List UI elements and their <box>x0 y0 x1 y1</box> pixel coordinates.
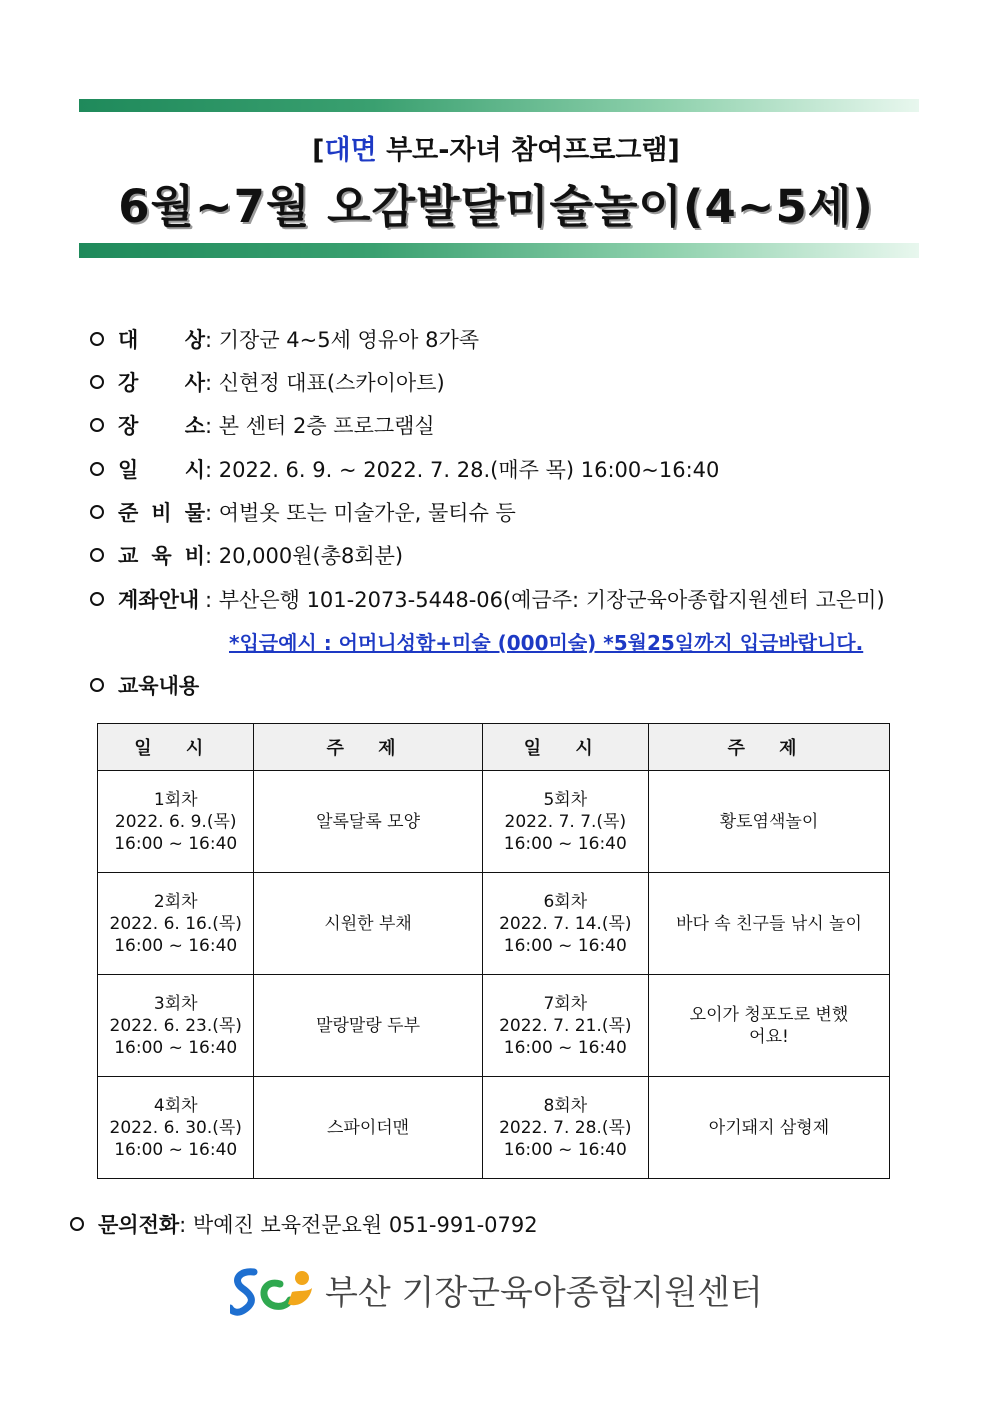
center-logo-text: 부산 기장군육아종합지원센터 <box>325 1273 763 1313</box>
info-label: 준 비 물 <box>118 501 205 525</box>
info-label: 일 시 <box>118 458 205 482</box>
table-row <box>98 873 890 975</box>
info-label: 계좌안내 <box>118 588 200 612</box>
session-cell: 4회차 2022. 6. 30.(목) 16:00 ~ 16:40 <box>98 1077 254 1179</box>
center-logo-icon <box>230 1262 322 1318</box>
info-label: 강 사 <box>118 371 205 395</box>
circle-bullet-icon <box>90 592 104 606</box>
info-label: 대 상 <box>118 328 205 352</box>
topic-cell: 오이가 청포도로 변했어요! <box>648 975 889 1077</box>
info-value: : 본 센터 2층 프로그램실 <box>205 414 435 438</box>
topic-cell: 시원한 부채 <box>254 873 482 975</box>
info-supplies <box>88 498 516 528</box>
header-topic: 주 제 <box>648 724 889 771</box>
circle-bullet-icon <box>90 548 104 562</box>
circle-bullet-icon <box>90 678 104 692</box>
topic-cell: 아기돼지 삼형제 <box>648 1077 889 1179</box>
info-value: : 신현정 대표(스카이아트) <box>205 371 445 395</box>
program-subtitle: [대면 부모-자녀 참여프로그램] <box>312 135 680 166</box>
circle-bullet-icon <box>90 462 104 476</box>
top-decorative-bar <box>79 99 919 112</box>
info-label: 교 육 비 <box>118 544 205 568</box>
info-value: : 여벌옷 또는 미술가운, 물티슈 등 <box>205 501 516 525</box>
topic-cell: 말랑말랑 두부 <box>254 975 482 1077</box>
table-header-row <box>98 724 890 771</box>
session-cell: 3회차 2022. 6. 23.(목) 16:00 ~ 16:40 <box>98 975 254 1077</box>
topic-cell: 스파이더맨 <box>254 1077 482 1179</box>
header-datetime: 일 시 <box>98 724 254 771</box>
topic-cell: 황토염색놀이 <box>648 771 889 873</box>
info-label: 장 소 <box>118 414 205 438</box>
session-cell: 8회차 2022. 7. 28.(목) 16:00 ~ 16:40 <box>482 1077 648 1179</box>
table-row <box>98 975 890 1077</box>
topic-cell: 알록달록 모양 <box>254 771 482 873</box>
info-value: : 부산은행 101-2073-5448-06(예금주: 기장군육아종합지원센터 고은미) <box>205 588 885 612</box>
center-logo <box>230 1262 790 1318</box>
info-value: : 2022. 6. 9. ~ 2022. 7. 28.(매주 목) 16:00~16:40 <box>205 458 720 482</box>
session-cell: 7회차 2022. 7. 21.(목) 16:00 ~ 16:40 <box>482 975 648 1077</box>
circle-bullet-icon <box>90 505 104 519</box>
deposit-note: *입금예시 : 어머니성함+미술 (000미술) *5월25일까지 입금바랍니다. <box>229 631 864 655</box>
contact-value: : 박예진 보육전문요원 051-991-0792 <box>179 1213 538 1237</box>
session-cell: 6회차 2022. 7. 14.(목) 16:00 ~ 16:40 <box>482 873 648 975</box>
schedule-table <box>97 723 890 1179</box>
header-datetime: 일 시 <box>482 724 648 771</box>
table-row <box>98 771 890 873</box>
content-heading-label: 교육내용 <box>118 674 200 698</box>
info-datetime <box>88 455 719 485</box>
info-instructor <box>88 368 445 398</box>
page-title: 6월~7월 오감발달미술놀이(4~5세) <box>118 180 874 233</box>
circle-bullet-icon <box>90 375 104 389</box>
contact-info <box>68 1210 538 1240</box>
circle-bullet-icon <box>70 1217 84 1231</box>
table-row <box>98 1077 890 1179</box>
circle-bullet-icon <box>90 332 104 346</box>
info-fee <box>88 541 403 571</box>
session-cell: 2회차 2022. 6. 16.(목) 16:00 ~ 16:40 <box>98 873 254 975</box>
bottom-decorative-bar <box>79 243 919 258</box>
session-cell: 1회차 2022. 6. 9.(목) 16:00 ~ 16:40 <box>98 771 254 873</box>
info-value: : 20,000원(총8회분) <box>205 544 404 568</box>
subtitle-accent: 대면 <box>324 135 377 166</box>
info-target <box>88 325 479 355</box>
contact-label: 문의전화 <box>98 1213 180 1237</box>
header-topic: 주 제 <box>254 724 482 771</box>
info-value: : 기장군 4~5세 영유아 8가족 <box>205 328 480 352</box>
content-heading <box>88 671 199 701</box>
info-location <box>88 411 435 441</box>
circle-bullet-icon <box>90 418 104 432</box>
topic-cell: 바다 속 친구들 낚시 놀이 <box>648 873 889 975</box>
session-cell: 5회차 2022. 7. 7.(목) 16:00 ~ 16:40 <box>482 771 648 873</box>
info-account <box>88 585 885 615</box>
